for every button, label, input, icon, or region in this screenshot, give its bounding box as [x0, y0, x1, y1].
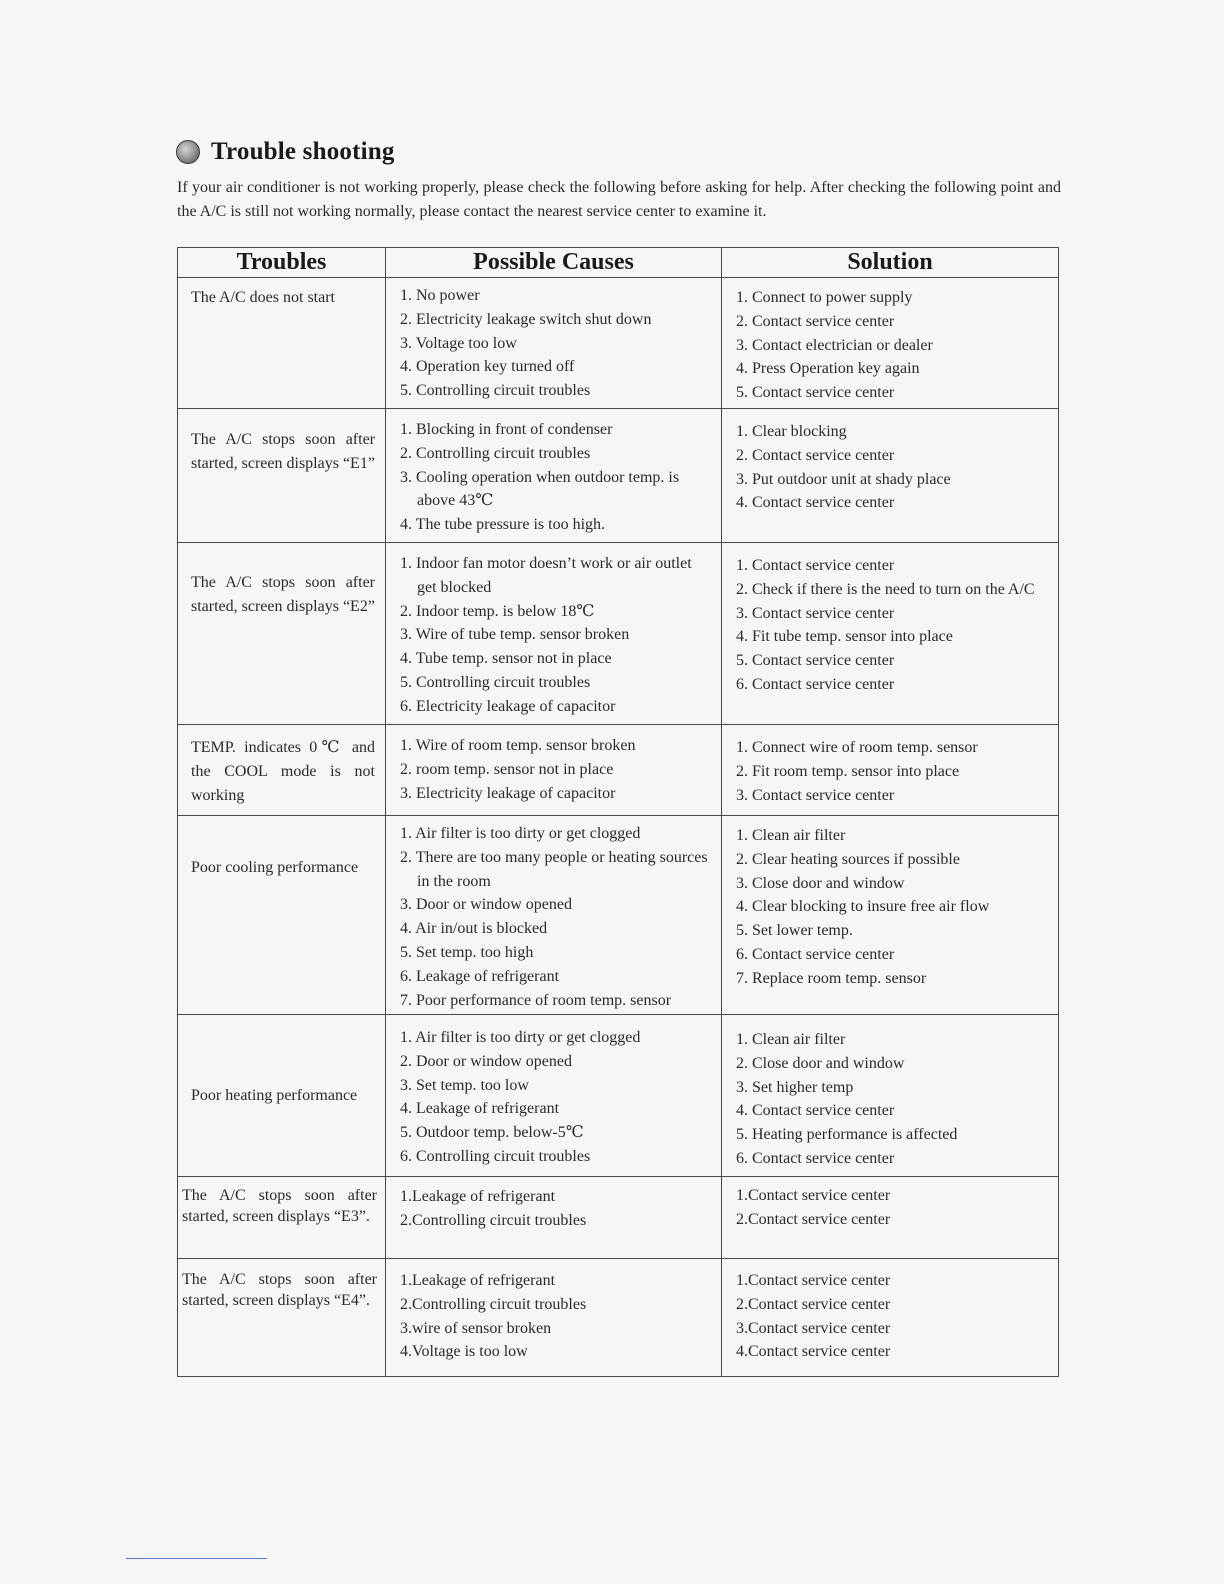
list-item: 5. Controlling circuit troubles [400, 673, 591, 691]
list-item: 4.Contact service center [736, 1343, 891, 1361]
list-item: 4. Clear blocking to insure free air flow [736, 898, 990, 916]
causes-cell [386, 278, 722, 409]
list-item: 6. Contact service center [736, 945, 895, 963]
table-row [178, 409, 1059, 543]
list-item: 3. Close door and window [736, 874, 905, 892]
list-item: 3.wire of sensor broken [400, 1319, 552, 1337]
trouble-text: TEMP. indicates 0℃ and the COOL mode is not working [191, 739, 375, 804]
list-item: 3.Contact service center [736, 1319, 891, 1337]
causes-list [400, 1185, 709, 1233]
list-item: 2. There are too many people or heating sources in the room [400, 848, 708, 890]
list-item: 4. Fit tube temp. sensor into place [736, 628, 953, 646]
list-item: 3. Set temp. too low [400, 1076, 529, 1094]
header-possible-causes: Possible Causes [386, 248, 722, 278]
causes-cell [386, 816, 722, 1015]
solutions-list [736, 286, 1046, 405]
solutions-list [736, 824, 1046, 991]
list-item: 5. Contact service center [736, 652, 895, 670]
list-item: 6. Controlling circuit troubles [400, 1147, 591, 1165]
list-item: 2. Door or window opened [400, 1052, 572, 1070]
list-item: 4.Voltage is too low [400, 1343, 528, 1361]
list-item: 1. Blocking in front of condenser [400, 421, 613, 438]
list-item: 2.Contact service center [736, 1295, 891, 1313]
list-item: 1. Clear blocking [736, 423, 847, 440]
table-row [178, 543, 1059, 725]
table-row [178, 1259, 1059, 1377]
table-row [178, 725, 1059, 816]
list-item: 3. Door or window opened [400, 896, 572, 914]
list-item: 5. Contact service center [736, 384, 895, 402]
list-item: 1.Leakage of refrigerant [400, 1188, 556, 1205]
list-item: 3. Contact electrician or dealer [736, 336, 933, 354]
causes-cell [386, 1177, 722, 1259]
list-item: 2. Check if there is the need to turn on the A/C [736, 580, 1035, 598]
list-item: 5. Outdoor temp. below-5℃ [400, 1124, 584, 1142]
causes-cell [386, 725, 722, 816]
list-item: 1.Leakage of refrigerant [400, 1272, 556, 1289]
solutions-list [736, 420, 1046, 515]
solutions-list [736, 1184, 1046, 1232]
causes-cell [386, 409, 722, 543]
list-item: 2. Electricity leakage switch shut down [400, 310, 652, 328]
solutions-cell [722, 816, 1059, 1015]
list-item: 1. Air filter is too dirty or get clogged [400, 1029, 641, 1046]
bullet-circle-icon [176, 140, 200, 164]
footer-rule [126, 1558, 267, 1559]
causes-list [400, 284, 709, 403]
page-title: Trouble shooting [211, 138, 395, 165]
list-item: 6. Contact service center [736, 1149, 895, 1167]
list-item: 1.Contact service center [736, 1272, 891, 1289]
causes-list [400, 552, 709, 719]
header-solution: Solution [722, 248, 1059, 278]
list-item: 6. Contact service center [736, 675, 895, 693]
trouble-text: The A/C does not start [191, 289, 335, 306]
causes-cell [386, 1015, 722, 1177]
list-item: 2. Fit room temp. sensor into place [736, 762, 960, 780]
list-item: 3. Put outdoor unit at shady place [736, 470, 951, 488]
solutions-list [736, 1269, 1046, 1364]
solutions-list [736, 736, 1046, 807]
list-item: 2. Indoor temp. is below 18℃ [400, 602, 595, 620]
table-row [178, 1015, 1059, 1177]
list-item: 1. Clean air filter [736, 1031, 846, 1048]
list-item: 2. Controlling circuit troubles [400, 444, 591, 462]
solutions-cell [722, 543, 1059, 725]
trouble-cell [178, 816, 386, 1015]
table-row [178, 816, 1059, 1015]
trouble-text: Poor heating performance [191, 1086, 358, 1104]
intro-paragraph [177, 176, 1061, 224]
list-item: 4. Contact service center [736, 494, 895, 512]
list-item: 7. Replace room temp. sensor [736, 969, 927, 987]
solutions-cell [722, 1015, 1059, 1177]
solutions-list [736, 554, 1046, 697]
trouble-cell [178, 1177, 386, 1259]
list-item: 2. Contact service center [736, 446, 895, 464]
list-item: 5. Set temp. too high [400, 943, 534, 961]
trouble-text: The A/C stops soon after started, screen displays “E3”. [182, 1187, 377, 1225]
causes-list [400, 1026, 709, 1169]
list-item: 6. Electricity leakage of capacitor [400, 697, 616, 715]
list-item: 3. Electricity leakage of capacitor [400, 784, 616, 802]
list-item: 2.Contact service center [736, 1210, 891, 1228]
list-item: 4. Tube temp. sensor not in place [400, 650, 612, 668]
list-item: 4. Contact service center [736, 1102, 895, 1120]
causes-list [400, 734, 709, 805]
list-item: 4. Leakage of refrigerant [400, 1100, 560, 1118]
list-item: 1. Indoor fan motor doesn’t work or air outlet get blocked [400, 555, 692, 596]
list-item: 4. Press Operation key again [736, 360, 920, 378]
list-item: 1. Connect to power supply [736, 289, 913, 306]
list-item: 6. Leakage of refrigerant [400, 967, 560, 985]
solutions-cell [722, 1177, 1059, 1259]
trouble-cell [178, 278, 386, 409]
list-item: 1. Clean air filter [736, 827, 846, 844]
list-item: 4. The tube pressure is too high. [400, 516, 606, 534]
list-item: 3. Cooling operation when outdoor temp. is above 43℃ [400, 468, 680, 510]
header-troubles: Troubles [178, 248, 386, 278]
list-item: 1. Wire of room temp. sensor broken [400, 737, 636, 754]
troubleshooting-table [177, 247, 1059, 1377]
table-header-row [178, 248, 1059, 278]
list-item: 5. Heating performance is affected [736, 1126, 958, 1144]
list-item: 2. Clear heating sources if possible [736, 850, 960, 868]
list-item: 1. No power [400, 287, 480, 304]
list-item: 5. Set lower temp. [736, 922, 853, 940]
trouble-cell [178, 1015, 386, 1177]
list-item: 2.Controlling circuit troubles [400, 1295, 587, 1313]
trouble-text: The A/C stops soon after started, screen displays “E4”. [182, 1271, 377, 1309]
list-item: 7. Poor performance of room temp. sensor [400, 991, 672, 1009]
list-item: 3. Voltage too low [400, 334, 517, 352]
solutions-cell [722, 725, 1059, 816]
causes-cell [386, 543, 722, 725]
solutions-list [736, 1028, 1046, 1171]
list-item: 5. Controlling circuit troubles [400, 382, 591, 400]
list-item: 1.Contact service center [736, 1187, 891, 1204]
trouble-text: Poor cooling performance [191, 859, 359, 876]
causes-cell [386, 1259, 722, 1377]
list-item: 1. Contact service center [736, 557, 895, 574]
intro-text: If your air conditioner is not working properly, please check the following before asking for help. After checking the following point and the A/C is still not working normally, please contact the nearest service center to examine it. [177, 179, 1061, 220]
table-row [178, 1177, 1059, 1259]
solutions-cell [722, 1259, 1059, 1377]
list-item: 3. Contact service center [736, 786, 895, 804]
solutions-cell [722, 278, 1059, 409]
causes-list [400, 822, 709, 1012]
solutions-cell [722, 409, 1059, 543]
list-item: 2. Contact service center [736, 312, 895, 330]
list-item: 4. Operation key turned off [400, 358, 575, 376]
list-item: 1. Air filter is too dirty or get clogged [400, 825, 641, 842]
trouble-text: The A/C stops soon after started, screen displays “E2” [191, 574, 375, 615]
section-heading [176, 138, 395, 166]
list-item: 2. room temp. sensor not in place [400, 760, 614, 778]
trouble-cell [178, 409, 386, 543]
list-item: 3. Contact service center [736, 604, 895, 622]
trouble-text: The A/C stops soon after started, screen displays “E1” [191, 431, 375, 472]
list-item: 1. Connect wire of room temp. sensor [736, 739, 978, 756]
trouble-cell [178, 543, 386, 725]
list-item: 4. Air in/out is blocked [400, 920, 548, 938]
causes-list [400, 418, 709, 537]
list-item: 3. Set higher temp [736, 1078, 854, 1096]
trouble-cell [178, 1259, 386, 1377]
causes-list [400, 1269, 709, 1364]
list-item: 3. Wire of tube temp. sensor broken [400, 626, 630, 644]
table-row [178, 278, 1059, 409]
list-item: 2.Controlling circuit troubles [400, 1211, 587, 1229]
list-item: 2. Close door and window [736, 1054, 905, 1072]
trouble-cell [178, 725, 386, 816]
